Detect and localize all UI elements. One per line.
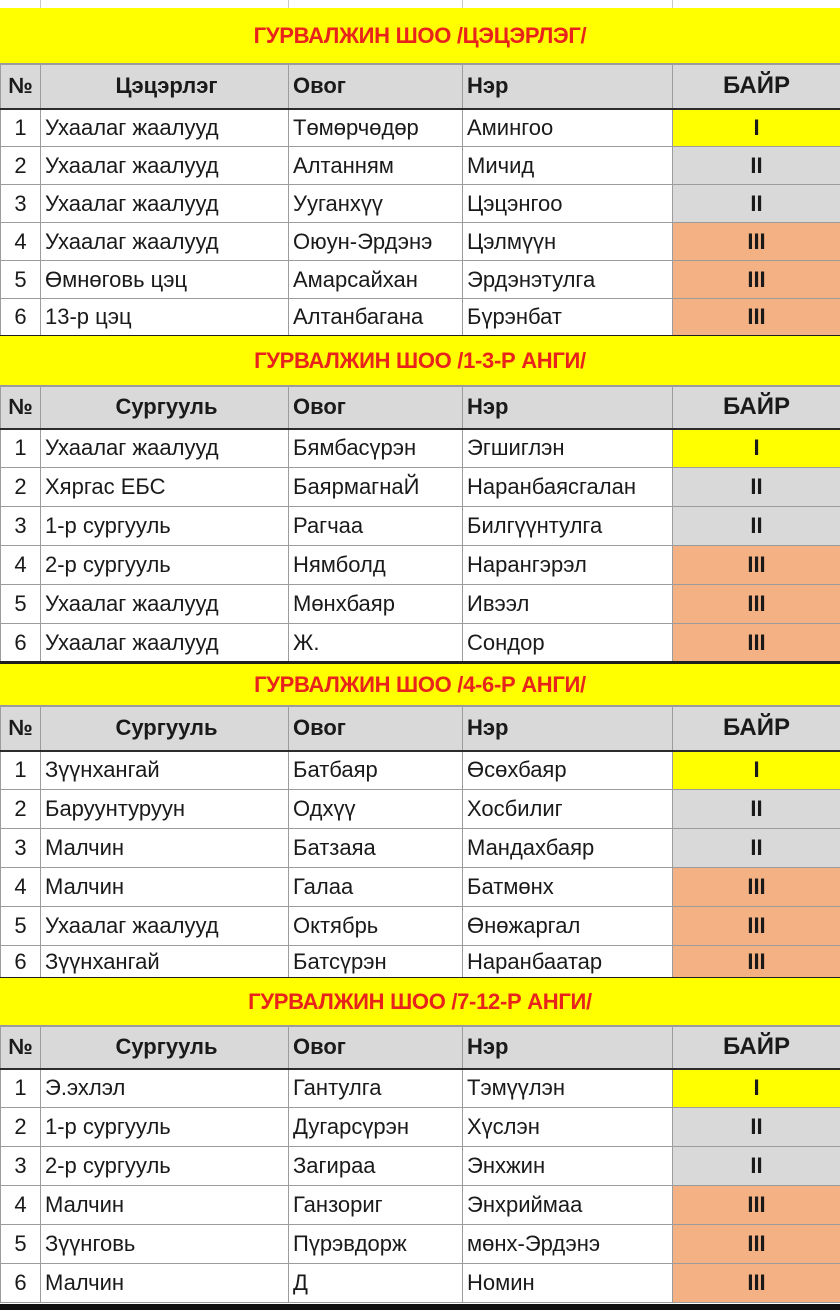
- row-name: Бүрэнбат: [463, 299, 673, 337]
- row-organization: Зүүнговь: [41, 1225, 289, 1264]
- table-row: [1, 468, 840, 507]
- row-surname: Нямболд: [289, 546, 463, 585]
- row-surname: Дугарсүрэн: [289, 1108, 463, 1147]
- row-organization: Ухаалаг жаалууд: [41, 185, 289, 223]
- row-number: 4: [1, 1186, 41, 1225]
- header-name: Нэр: [463, 65, 673, 109]
- header-organization: Сургууль: [41, 387, 289, 429]
- row-name: Ивээл: [463, 585, 673, 624]
- row-organization: Малчин: [41, 868, 289, 907]
- row-surname: Рагчаа: [289, 507, 463, 546]
- row-rank: I: [673, 1069, 840, 1108]
- row-name: Эрдэнэтулга: [463, 261, 673, 299]
- row-organization: Зүүнхангай: [41, 751, 289, 790]
- row-rank: II: [673, 1147, 840, 1186]
- row-number: 5: [1, 585, 41, 624]
- row-name: Хосбилиг: [463, 790, 673, 829]
- row-number: 2: [1, 790, 41, 829]
- row-organization: 2-р сургууль: [41, 546, 289, 585]
- row-surname: Одхүү: [289, 790, 463, 829]
- section-title: ГУРВАЛЖИН ШОО /7-12-Р АНГИ/: [0, 978, 840, 1026]
- row-rank: III: [673, 261, 840, 299]
- row-name: Мичид: [463, 147, 673, 185]
- row-name: Амингоо: [463, 109, 673, 147]
- row-organization: 1-р сургууль: [41, 1108, 289, 1147]
- header-rank: БАЙР: [673, 65, 840, 109]
- row-organization: Ухаалаг жаалууд: [41, 147, 289, 185]
- row-number: 4: [1, 546, 41, 585]
- table-row: [1, 624, 840, 663]
- header-surname: Овог: [289, 65, 463, 109]
- row-rank: II: [673, 507, 840, 546]
- row-number: 6: [1, 624, 41, 663]
- row-name: Наранбаатар: [463, 946, 673, 979]
- row-organization: Өмнөговь цэц: [41, 261, 289, 299]
- row-number: 5: [1, 907, 41, 946]
- row-name: Эгшиглэн: [463, 429, 673, 468]
- table-row: [1, 946, 840, 979]
- row-surname: Д: [289, 1264, 463, 1303]
- row-name: Хүслэн: [463, 1108, 673, 1147]
- row-rank: III: [673, 546, 840, 585]
- row-number: 2: [1, 1108, 41, 1147]
- row-rank: III: [673, 907, 840, 946]
- row-number: 1: [1, 429, 41, 468]
- row-organization: Баруунтуруун: [41, 790, 289, 829]
- row-rank: I: [673, 429, 840, 468]
- row-name: Билгүүнтулга: [463, 507, 673, 546]
- row-surname: Амарсайхан: [289, 261, 463, 299]
- row-surname: Гантулга: [289, 1069, 463, 1108]
- row-rank: II: [673, 790, 840, 829]
- row-surname: Батсүрэн: [289, 946, 463, 979]
- row-name: Энхриймаа: [463, 1186, 673, 1225]
- row-organization: Ухаалаг жаалууд: [41, 907, 289, 946]
- row-number: 5: [1, 1225, 41, 1264]
- table-row: [1, 429, 840, 468]
- row-rank: III: [673, 868, 840, 907]
- table-row: [1, 1186, 840, 1225]
- row-name: Цэцэнгоо: [463, 185, 673, 223]
- table-header-row: [1, 387, 840, 429]
- table-row: [1, 1069, 840, 1108]
- row-name: Тэмүүлэн: [463, 1069, 673, 1108]
- row-organization: Зүүнхангай: [41, 946, 289, 979]
- row-organization: Малчин: [41, 1264, 289, 1303]
- table-row: [1, 261, 840, 299]
- table-row: [1, 751, 840, 790]
- table-bottom-border: [0, 1304, 840, 1310]
- header-surname: Овог: [289, 387, 463, 429]
- row-surname: Оюун-Эрдэнэ: [289, 223, 463, 261]
- row-name: Энхжин: [463, 1147, 673, 1186]
- row-number: 2: [1, 147, 41, 185]
- header-rank: БАЙР: [673, 707, 840, 751]
- results-table: [0, 1026, 840, 1303]
- row-organization: Хяргас ЕБС: [41, 468, 289, 507]
- table-row: [1, 585, 840, 624]
- row-number: 4: [1, 868, 41, 907]
- row-surname: Октябрь: [289, 907, 463, 946]
- table-row: [1, 109, 840, 147]
- table-row: [1, 1264, 840, 1303]
- row-number: 6: [1, 299, 41, 337]
- row-number: 3: [1, 185, 41, 223]
- row-rank: III: [673, 1264, 840, 1303]
- results-table: [0, 386, 840, 664]
- row-surname: Батзаяа: [289, 829, 463, 868]
- table-row: [1, 790, 840, 829]
- row-number: 1: [1, 1069, 41, 1108]
- table-row: [1, 1225, 840, 1264]
- header-organization: Сургууль: [41, 1027, 289, 1069]
- row-number: 6: [1, 1264, 41, 1303]
- row-name: Өсөхбаяр: [463, 751, 673, 790]
- row-surname: Мөнхбаяр: [289, 585, 463, 624]
- row-organization: Малчин: [41, 1186, 289, 1225]
- row-rank: III: [673, 624, 840, 663]
- table-row: [1, 1108, 840, 1147]
- row-name: Нарангэрэл: [463, 546, 673, 585]
- table-row: [1, 185, 840, 223]
- row-number: 2: [1, 468, 41, 507]
- table-header-row: [1, 65, 840, 109]
- row-surname: Ганзориг: [289, 1186, 463, 1225]
- row-surname: Батбаяр: [289, 751, 463, 790]
- row-surname: Ууганхүү: [289, 185, 463, 223]
- row-organization: 2-р сургууль: [41, 1147, 289, 1186]
- row-organization: Ухаалаг жаалууд: [41, 624, 289, 663]
- header-organization: Цэцэрлэг: [41, 65, 289, 109]
- row-name: Сондор: [463, 624, 673, 663]
- row-surname: БаярмагнаЙ: [289, 468, 463, 507]
- row-organization: Э.эхлэл: [41, 1069, 289, 1108]
- row-surname: Төмөрчөдөр: [289, 109, 463, 147]
- table-row: [1, 907, 840, 946]
- header-number: №: [1, 1027, 41, 1069]
- header-number: №: [1, 707, 41, 751]
- row-number: 5: [1, 261, 41, 299]
- row-number: 3: [1, 1147, 41, 1186]
- row-rank: I: [673, 109, 840, 147]
- row-organization: 1-р сургууль: [41, 507, 289, 546]
- table-row: [1, 1147, 840, 1186]
- row-name: Наранбаясгалан: [463, 468, 673, 507]
- results-table: [0, 64, 840, 338]
- row-number: 4: [1, 223, 41, 261]
- row-rank: III: [673, 1225, 840, 1264]
- row-rank: II: [673, 185, 840, 223]
- row-organization: Ухаалаг жаалууд: [41, 429, 289, 468]
- header-organization: Сургууль: [41, 707, 289, 751]
- row-rank: II: [673, 829, 840, 868]
- header-name: Нэр: [463, 1027, 673, 1069]
- row-surname: Загираа: [289, 1147, 463, 1186]
- row-name: Мандахбаяр: [463, 829, 673, 868]
- table-row: [1, 868, 840, 907]
- row-surname: Галаа: [289, 868, 463, 907]
- row-surname: Бямбасүрэн: [289, 429, 463, 468]
- table-row: [1, 299, 840, 337]
- row-rank: II: [673, 147, 840, 185]
- results-table: [0, 706, 840, 980]
- row-rank: III: [673, 223, 840, 261]
- row-rank: III: [673, 946, 840, 979]
- header-name: Нэр: [463, 707, 673, 751]
- row-name: Өнөжаргал: [463, 907, 673, 946]
- row-rank: II: [673, 1108, 840, 1147]
- row-number: 3: [1, 507, 41, 546]
- row-organization: Малчин: [41, 829, 289, 868]
- row-organization: Ухаалаг жаалууд: [41, 223, 289, 261]
- header-surname: Овог: [289, 707, 463, 751]
- row-name: Номин: [463, 1264, 673, 1303]
- header-surname: Овог: [289, 1027, 463, 1069]
- row-name: Батмөнх: [463, 868, 673, 907]
- row-number: 6: [1, 946, 41, 979]
- row-organization: Ухаалаг жаалууд: [41, 585, 289, 624]
- row-organization: Ухаалаг жаалууд: [41, 109, 289, 147]
- section-title: ГУРВАЛЖИН ШОО /1-3-Р АНГИ/: [0, 336, 840, 386]
- row-surname: Алтанням: [289, 147, 463, 185]
- row-number: 1: [1, 751, 41, 790]
- table-row: [1, 546, 840, 585]
- row-rank: III: [673, 299, 840, 337]
- section-title: ГУРВАЛЖИН ШОО /ЦЭЦЭРЛЭГ/: [0, 8, 840, 64]
- header-number: №: [1, 65, 41, 109]
- header-rank: БАЙР: [673, 387, 840, 429]
- table-row: [1, 223, 840, 261]
- table-header-row: [1, 707, 840, 751]
- table-row: [1, 507, 840, 546]
- table-row: [1, 829, 840, 868]
- header-name: Нэр: [463, 387, 673, 429]
- row-rank: II: [673, 468, 840, 507]
- table-row: [1, 147, 840, 185]
- header-number: №: [1, 387, 41, 429]
- row-surname: Пүрэвдорж: [289, 1225, 463, 1264]
- row-number: 3: [1, 829, 41, 868]
- table-header-row: [1, 1027, 840, 1069]
- row-rank: III: [673, 585, 840, 624]
- row-rank: III: [673, 1186, 840, 1225]
- header-rank: БАЙР: [673, 1027, 840, 1069]
- row-surname: Ж.: [289, 624, 463, 663]
- row-name: Цэлмүүн: [463, 223, 673, 261]
- row-rank: I: [673, 751, 840, 790]
- row-organization: 13-р цэц: [41, 299, 289, 337]
- section-title: ГУРВАЛЖИН ШОО /4-6-Р АНГИ/: [0, 664, 840, 706]
- row-surname: Алтанбагана: [289, 299, 463, 337]
- row-number: 1: [1, 109, 41, 147]
- row-name: мөнх-Эрдэнэ: [463, 1225, 673, 1264]
